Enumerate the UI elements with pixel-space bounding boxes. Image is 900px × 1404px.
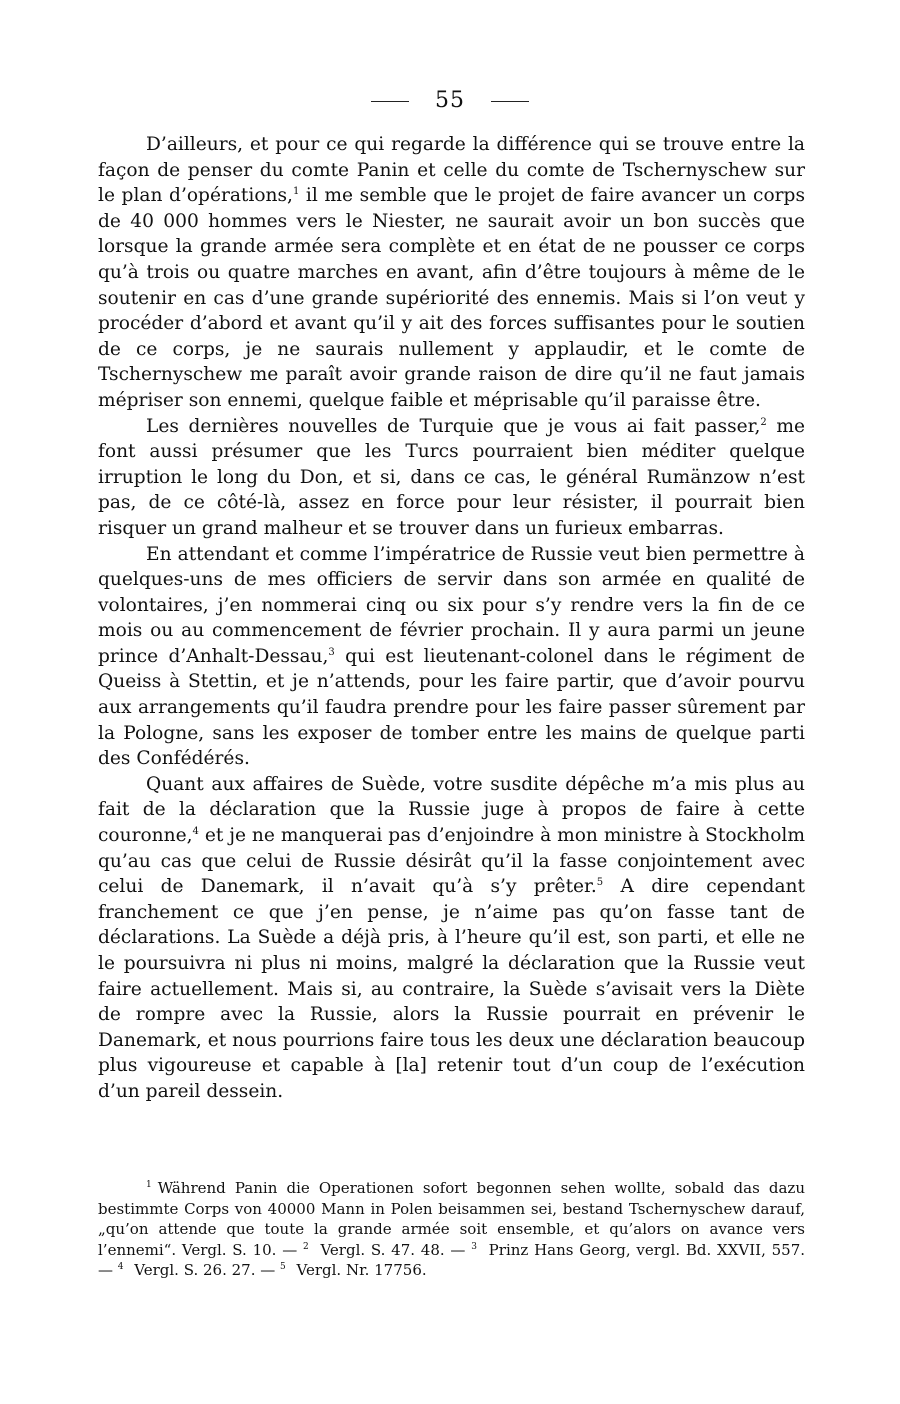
footnote-ref: 2 xyxy=(760,416,767,428)
header-dash-right xyxy=(491,101,529,102)
footnote-mark: 5 xyxy=(280,1262,286,1272)
footnote-ref: 4 xyxy=(192,826,199,838)
page-number: 55 xyxy=(435,88,465,113)
body-text xyxy=(98,132,805,1105)
paragraph: En attendant et comme l’impératrice de Russie veut bien permettre à quelques-uns de mes officiers de servir dans son armée en qualité de volontaires, j’en nommerai cinq ou six pour s’y rendre vers la fin de ce mois ou au commencement de février prochain. Il y aura parmi un jeune prince d’Anhalt-Dessau,$^3$ qui est lieutenant-colonel dans le régiment de Queiss à Stettin, et je n’attends, pour les faire partir, que d’avoir pourvu aux arrangements qu’il faudra prendre pour les faire passer sûrement par la Pologne, sans les exposer de tomber entre les mains de quelque parti des Confédérés. xyxy=(98,543,805,770)
header-dash-left xyxy=(371,101,409,102)
page-header xyxy=(0,88,900,113)
paragraph: Les dernières nouvelles de Turquie que je vous ai fait passer,$^2$ me font aussi présumer que les Turcs pourraient bien méditer quelque irruption le long du Don, et si, dans ce cas, le général Rumänzow n’est pas, de ce côté-là, assez en force pour leur résister, il pourrait bien risquer un grand malheur et se trouver dans un furieux embarras. xyxy=(98,415,806,539)
footnote-mark: 1 xyxy=(146,1180,152,1190)
footnote-mark: 2 xyxy=(302,1241,309,1252)
footnotes xyxy=(98,1178,805,1281)
footnote-ref: 3 xyxy=(328,646,335,658)
footnote-text: $^1$ Während Panin die Operationen sofort begonnen sehen wollte, sobald das dazu bestimmte Corps von 40000 Mann in Polen beisammen sei, bestand Tschernyschew darauf, „qu’on attende que toute la grande armée soit ensemble, et qu’alors on avance vers l’ennemi“. Vergl. S. 10. — $^2$ Vergl. S. 47. 48. — $^3$ Prinz Hans Georg, vergl. Bd. XXVII, 557. — $^4$ Vergl. S. 26. 27. — $^5$ Vergl. Nr. 17756. xyxy=(98,1179,806,1279)
paragraph: Quant aux affaires de Suède, votre susdite dépêche m’a mis plus au fait de la déclaration que la Russie juge à propos de faire à cette couronne,$^4$ et je ne manquerai pas d’enjoindre à mon ministre à Stockholm qu’au cas que celui de Russie désirât qu’il la fasse conjointement avec celui de Danemark, il n’avait qu’à s’y prêter.$^5$ A dire cependant franchement ce que j’en pense, je n’aime pas qu’on fasse tant de déclarations. La Suède a déjà pris, à l’heure qu’il est, son parti, et elle ne le poursuivra ni plus ni moins, malgré la déclaration que la Russie veut faire actuellement. Mais si, au contraire, la Suède s’avisait vers la Diète de rompre avec la Russie, alors la Russie pourrait en prévenir le Danemark, et nous pourrions faire tous les deux une déclaration beaucoup plus vigoureuse et capable à [la] retenir tout d’un coup de l’exécution d’un pareil dessein. xyxy=(98,773,805,1102)
footnote-mark: 3 xyxy=(471,1241,477,1252)
footnote-ref: 1 xyxy=(292,186,300,198)
paragraph: D’ailleurs, et pour ce qui regarde la différence qui se trouve entre la façon de penser du comte Panin et celle du comte de Tschernyschew sur le plan d’opérations,$^1$ il me semble que le projet de faire avancer un corps de 40 000 hommes vers le Niester, ne saurait avoir un bon succès que lorsque la grande armée sera complète et en état de ne pousser ce corps qu’à trois ou quatre marches en avant, afin d’être toujours à même de le soutenir en cas d’une grande supériorité des ennemis. Mais si l’on veut y procéder d’abord et avant qu’il y ait des forces suffisantes pour le soutien de ce corps, je ne saurais nullement y applaudir, et le comte de Tschernyschew me paraît avoir grande raison de dire qu’il ne faut jamais mépriser son ennemi, quelque faible et méprisable qu’il paraisse être. xyxy=(98,134,805,411)
footnote-ref: 5 xyxy=(596,877,604,889)
footnote-mark: 4 xyxy=(117,1262,124,1272)
